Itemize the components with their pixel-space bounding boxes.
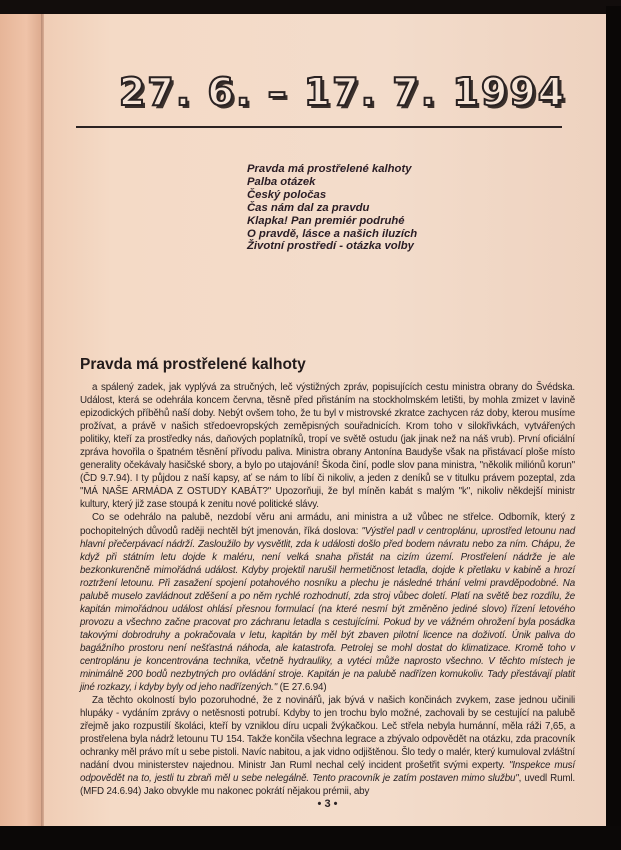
toc-item: Klapka! Pan premiér podruhé [247, 214, 405, 227]
title-divider [76, 126, 562, 128]
page-number: • 3 • [317, 798, 338, 810]
page-edge-shadow [606, 6, 621, 850]
paragraph-text: Co se odehrálo na palubě, nezdobí věru ani armádu, ani ministra a už vůbec ne střelce. Odborník, který z pochopitelných důvodů raději nechtěl být jmenován, říká doslova: [80, 512, 575, 537]
article-body [80, 381, 575, 799]
article-paragraph-2 [80, 511, 575, 694]
bottom-shadow [0, 826, 621, 850]
toc-item: Pravda má prostřelené kalhoty [247, 163, 412, 175]
paragraph-text: , uvedl Ruml. (MFD 24.6.94) Jako obvykle mu nakonec pokrátí nějakou prémii, aby [80, 773, 575, 798]
table-of-contents [247, 163, 417, 253]
article-paragraph-1: a spálený zadek, jak vyplývá za stručných, leč výstižných zpráv, popisujících cestu ministra obrany do Švédska. Událost, která se odehrála koncem června, těsně před přistáním na stockholmském letišti, by mohla zmizet v lavině epizodických příběhů naší doby. Nebýt ovšem toho, že tu byl v mistrovské zkratce zachycen ráz doby, kterou musíme prožívat, a právě v našich středoevropských zeměpisných souřadnicích. Krom toho v silokřivkách, vytvářených politiky, kteří za prostředky nás, daňových poplatníků, tropí ve světě ostudu (jak jinak než na náš vrub). První oficiální zpráva hovořila o špatném těsnění přívodu paliva. Ministra obrany Antonína Baudyše však na přistávací ploše místo generality očekávaly hasičské sbory, a bylo po utajování! Škoda činí, podle slov pana ministra, "několik miliónů korun" (ČD 9.7.94). I ty půjdou z naší kapsy, ať se nám to líbí či nikoliv, a jeden z deníků se v titulku právem pozeptal, zda "MÁ NAŠE ARMÁDA Z OSTUDY KABÁT?" Upozorňuji, že byl míněn kabát s malým "k", nikoliv někdejší ministr kultury, který již zase stoupá k zenitu nové politické slávy. [80, 382, 575, 511]
toc-item: Český poločas [247, 188, 327, 201]
toc-item: Palba otázek [247, 175, 316, 188]
date-range-title: 27. 6. – 17. 7. 1994 [118, 70, 567, 114]
article-heading: Pravda má prostřelené kalhoty [80, 356, 306, 373]
toc-item: Čas nám dal za pravdu [247, 201, 370, 214]
previous-page-edge [0, 14, 44, 826]
source-citation: (E 27.6.94) [277, 682, 327, 694]
expert-quote: "Výstřel padl v centroplánu, uprostřed letounu nad hlavní přečerpávací nádrží. Zasloužilo by vysvětlit, zda k události došlo před bodem návratu nebo za ním. Chápu, že když při státním letu dojde k maléru, není velká snaha přistát na cizím území. Prostřelení nádrže je ale bezkonkurenčně mimořádná událost. Kdyby projektil narušil hermetičnost letadla, dojde k přetlaku v kabině a hrozí roztržení letounu. Při zasažení spojení potahového nosníku a plechu je následné trhání velmi pravděpodobné. Na palubě muselo zavládnout zděšení a po něm rychlé rozhodnutí, zda stroj vůbec doletí. Platí na světě bez rozdílu, že kapitán mimořádnou událost ohlásí přesnou formulací (na které nesmí být změněno jediné slovo) řízení letového provozu a všechno začne pracovat pro záchranu letadla s cestujícími. Pokud by ve vážném ohrožení byla posádka takovými dobrodruhy a pokračovala v letu, kapitán by měl být zbaven pilotní licence na doživotí. Únik paliva do bagážního prostoru není nešťastná náhoda, ale katastrofa. Petrolej se mohl dostat do klimatizace. Kromě toho v centroplánu je koncentrována technika, včetně hydrauliky, a vytéci může naprosto všechno. V těchto místech je minimálně 200 bodů nezbytných pro ovládání stroje. Kapitán je na palubě nadřízen komukoliv. Tady přestávají platit jiné rozkazy, i kdyby byly od jeho nadřízených." [80, 525, 576, 694]
article-paragraph-3 [80, 694, 575, 798]
ruml-quote: "Inspekce musí odpovědět na to, jestli tu zbraň měl u sebe nelegálně. Tento pracovník je zatím postaven mimo službu" [80, 760, 575, 785]
toc-item: Životní prostředí - otázka volby [247, 240, 414, 253]
toc-item: O pravdě, lásce a našich iluzích [247, 227, 418, 240]
paragraph-text: Za těchto okolností bylo pozoruhodné, že z novinářů, jak bývá v našich končinách zvykem, zase jednou učinili hlupáky - vydáním zprávy o netěsnosti potrubí. Kdyby to jen trochu bylo možné, zachovali by se cestující na palubě zřejmě jako rozpustilí školáci, kteří by vzniklou díru ucpali žvýkačkou. Leč střela nebyla humánní, měla ráži 7,65, a prostřelena byla nádrž letounu TU 154. Takže končila všechna legrace a zbývalo odpovědět na otázku, zda pracovník ochranky měl právo mít u sebe pistoli. Navíc nabitou, a jak vidno odjištěnou. Šlo tedy o malér, který kumuloval zvláštní nadání dvou ministerstev najednou. Ministr Jan Ruml nechal celý incident prošetřit svými experty. [80, 695, 575, 772]
